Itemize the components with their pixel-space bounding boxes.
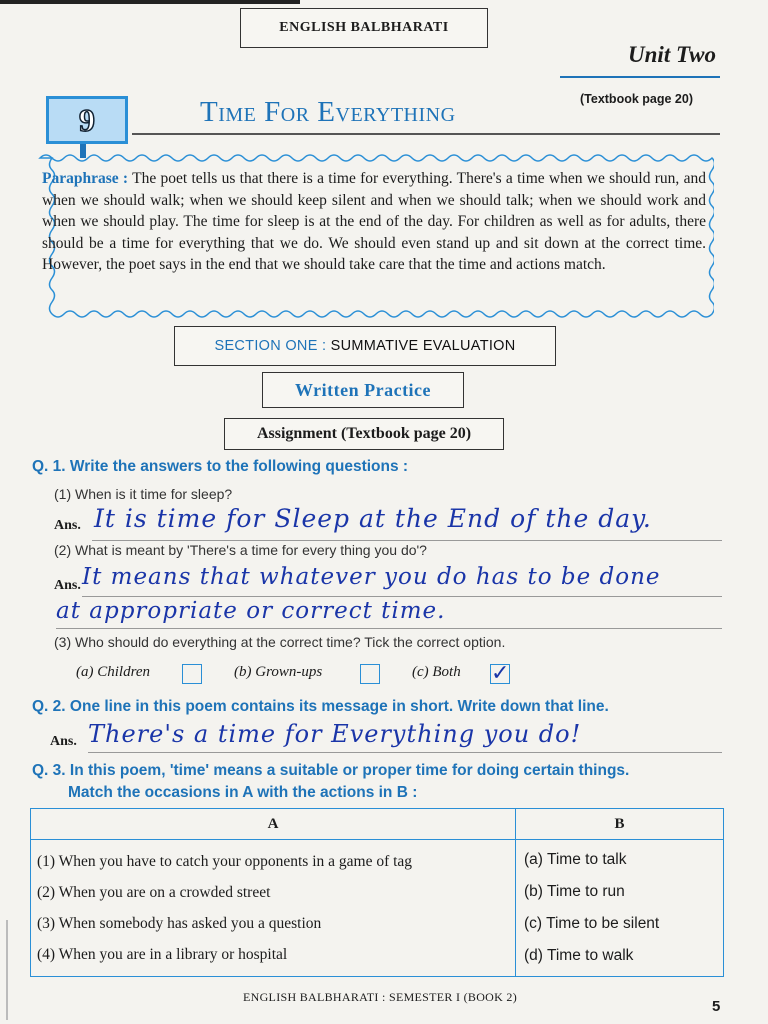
q1-item-3 xyxy=(54,634,734,650)
q2-answer[interactable]: There's a time for Everything you do! xyxy=(88,720,582,748)
question-3-label: Q. 3. xyxy=(32,762,66,779)
option-c-label: (c) Both xyxy=(412,664,461,680)
q1-item-1 xyxy=(54,486,654,502)
paraphrase-body: The poet tells us that there is a time for everything. There's a time when we should run, and when we should walk; when we should keep silent and when we should talk; when we should work and when we should play. The time for sleep is at the end of the day. For children as well as for adults, there should be a time for everything that we do. We should even stand up and sit down at the correct time. However, the poet says in the end that we should take care that the time and actions match. xyxy=(42,170,706,273)
column-a xyxy=(31,840,516,977)
option-b xyxy=(234,664,374,681)
answer-line xyxy=(88,752,722,753)
list-item: (2) When you are on a crowded street xyxy=(37,884,271,901)
section-heading xyxy=(174,326,556,366)
unit-underline xyxy=(560,76,720,78)
option-b-label: (b) Grown-ups xyxy=(234,664,323,680)
list-item: (4) When you are in a library or hospital xyxy=(37,946,288,963)
chapter-number: 9 xyxy=(79,101,95,138)
written-practice-heading: Written Practice xyxy=(262,372,464,408)
page-edge-shadow xyxy=(6,920,8,1020)
match-table-body xyxy=(31,840,724,977)
question-2-label: Q. 2. xyxy=(32,698,66,715)
option-c-checkbox[interactable]: ✓ xyxy=(491,660,510,685)
q1-item-1-answer[interactable]: It is time for Sleep at the End of the day. xyxy=(94,504,652,533)
match-table-header xyxy=(31,809,724,840)
q1-item-1-number: (1) xyxy=(54,486,72,502)
q1-item-3-question: Who should do everything at the correct time? Tick the correct option. xyxy=(75,634,506,650)
title-rule xyxy=(132,133,720,135)
page-number: 5 xyxy=(712,998,721,1015)
option-a-label: (a) Children xyxy=(76,664,151,680)
q1-item-3-number: (3) xyxy=(54,634,72,650)
paraphrase-text xyxy=(42,168,706,276)
question-1-label: Q. 1. xyxy=(32,458,66,475)
assignment-heading: Assignment (Textbook page 20) xyxy=(224,418,504,450)
column-b xyxy=(516,840,724,977)
q1-item-1-question: When is it time for sleep? xyxy=(75,486,233,502)
question-2 xyxy=(32,698,732,716)
column-b-header: B xyxy=(516,809,724,840)
q1-item-2-ans-label: Ans. xyxy=(54,578,81,593)
list-item: (d) Time to walk xyxy=(524,947,634,964)
textbook-reference: (Textbook page 20) xyxy=(580,92,693,106)
q1-item-1-ans-label: Ans. xyxy=(54,518,81,533)
q1-item-2 xyxy=(54,542,654,558)
match-table xyxy=(30,808,724,977)
list-item: (c) Time to be silent xyxy=(524,915,660,932)
question-3-instruction: Match the occasions in A with the actions in B : xyxy=(68,784,418,801)
unit-label: Unit Two xyxy=(628,42,716,67)
option-a-checkbox[interactable] xyxy=(182,664,202,684)
question-3-text: In this poem, 'time' means a suitable or proper time for doing certain things. xyxy=(69,762,630,779)
q1-item-2-answer-line2[interactable]: at appropriate or correct time. xyxy=(56,598,446,624)
column-a-header: A xyxy=(31,809,516,840)
list-item: (b) Time to run xyxy=(524,883,625,900)
question-1 xyxy=(32,458,722,476)
chapter-title: Time For Everything xyxy=(200,96,456,128)
chapter-number-badge xyxy=(46,96,128,144)
option-b-checkbox[interactable] xyxy=(360,664,380,684)
list-item: (3) When somebody has asked you a question xyxy=(37,915,322,932)
q2-ans-label: Ans. xyxy=(50,734,77,749)
section-value: SUMMATIVE EVALUATION xyxy=(330,338,516,354)
q1-item-2-question: What is meant by 'There's a time for every thing you do'? xyxy=(75,542,427,558)
page-footer: ENGLISH BALBHARATI : SEMESTER I (BOOK 2) xyxy=(243,990,517,1004)
q1-item-2-answer-line1[interactable]: It means that whatever you do has to be done xyxy=(82,564,661,590)
q1-item-2-number: (2) xyxy=(54,542,72,558)
question-2-text: One line in this poem contains its message in short. Write down that line. xyxy=(69,698,609,715)
list-item: (a) Time to talk xyxy=(524,851,627,868)
paraphrase-label: Paraphrase : xyxy=(42,170,129,187)
answer-line xyxy=(82,596,722,597)
book-header: ENGLISH BALBHARATI xyxy=(240,8,488,48)
question-3 xyxy=(32,762,742,780)
top-edge-line xyxy=(0,0,300,4)
section-label: SECTION ONE : xyxy=(214,338,327,354)
answer-line xyxy=(92,540,722,541)
list-item: (1) When you have to catch your opponents in a game of tag xyxy=(37,853,413,870)
answer-line xyxy=(56,628,722,629)
question-1-text: Write the answers to the following questions : xyxy=(69,458,409,475)
